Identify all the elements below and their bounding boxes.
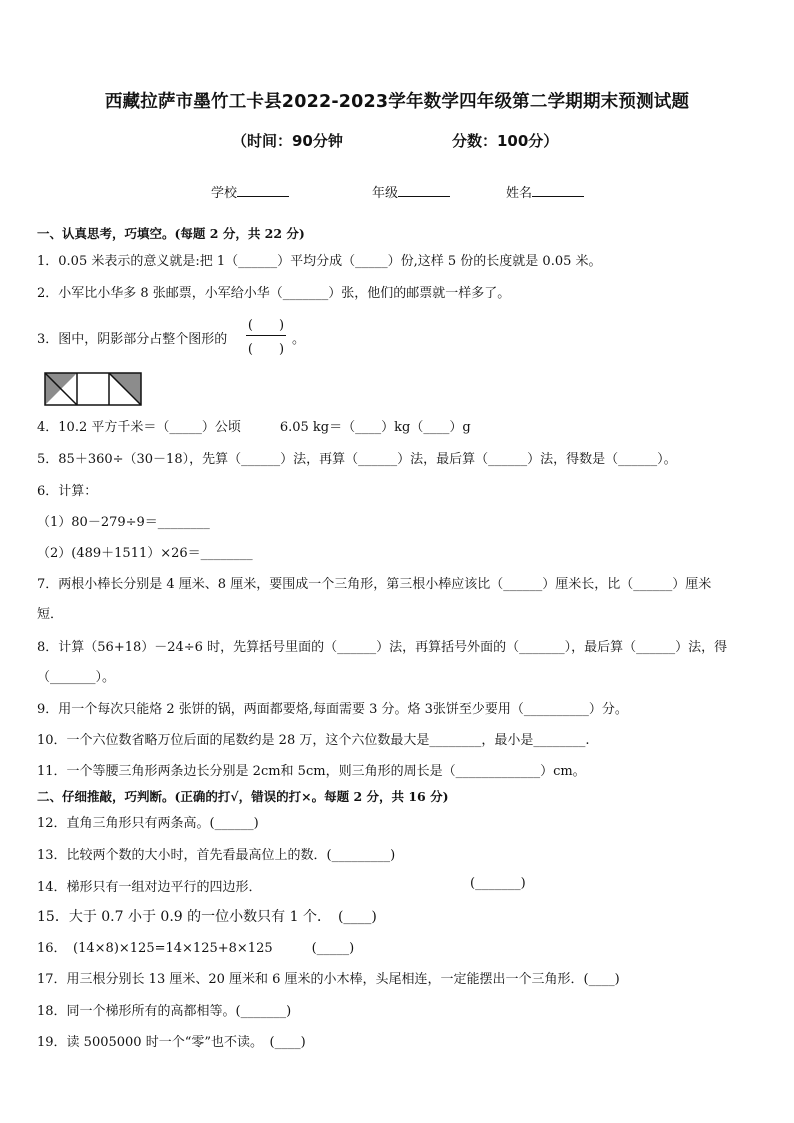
question-11: 11．一个等腰三角形两条边长分别是 2cm和 5cm，则三角形的周长是（_____________）cm。 (37, 764, 586, 779)
question-12: 12．直角三角形只有两条高。(______) (37, 816, 259, 831)
exam-title: 西藏拉萨市墨竹工卡县2022-2023学年数学四年级第二学期期末预测试题 (104, 92, 690, 112)
question-9: 9．用一个每次只能烙 2 张饼的锅，两面都要烙,每面需要 3 分。烙 3张饼至少要用（__________）分。 (37, 702, 628, 717)
school-label: 学校 (211, 186, 238, 201)
question-4: 4．10.2 平方千米＝（_____）公顷 6.05 kg＝（____）kg（____）g (37, 420, 471, 435)
question-6: 6．计算： (37, 484, 98, 499)
question-2: 2．小军比小华多 8 张邮票，小军给小华（_______）张，他们的邮票就一样多了。 (37, 286, 511, 301)
question-5: 5．85＋360÷（30－18），先算（______）法，再算（______）法，最后算（______）法，得数是（______）。 (37, 452, 677, 467)
shaded-shape-figure (44, 372, 144, 406)
question-18: 18．同一个梯形所有的高都相等。(_______) (37, 1004, 292, 1019)
section1-heading: 一、认真思考，巧填空。(每题 2 分，共 22 分) (37, 226, 305, 241)
section2-heading: 二、仔细推敲，巧判断。(正确的打√，错误的打×。每题 2 分，共 16 分) (37, 789, 449, 804)
grade-field (372, 182, 450, 201)
exam-time: （时间：90分钟 (232, 132, 343, 150)
name-label: 姓名 (506, 186, 533, 201)
question-10: 10．一个六位数省略万位后面的尾数约是 28 万，这个六位数最大是________，最小是________. (37, 733, 590, 748)
question-15: 15．大于 0.7 小于 0.9 的一位小数只有 1 个． (____) (37, 909, 377, 925)
question-8-line-2: （_______）。 (37, 670, 116, 685)
question-3: 3．图中，阴影部分占整个图形的 (37, 332, 228, 347)
fraction-numerator: ( ) (247, 318, 285, 333)
question-16: 16． (14×8)×125=14×125+8×125 (_____) (37, 941, 355, 956)
question-14: 14．梯形只有一组对边平行的四边形． (37, 880, 262, 895)
grade-label: 年级 (372, 186, 399, 201)
question-17: 17．用三根分别长 13 厘米、20 厘米和 6 厘米的小木棒，头尾相连，一定能摆出一个三角形．(____) (37, 972, 620, 987)
grade-blank[interactable] (398, 184, 450, 197)
question-13: 13．比较两个数的大小时，首先看最高位上的数．(_________) (37, 848, 396, 863)
fraction-denominator: ( ) (247, 342, 285, 357)
question-3-fraction[interactable] (242, 314, 290, 358)
name-field (506, 182, 584, 201)
question-14-blank[interactable]: (_______) (470, 876, 526, 891)
question-3-end: 。 (292, 332, 306, 347)
question-8-line-1: 8．计算（56+18）－24÷6 时，先算括号里面的（______）法，再算括号外面的（_______），最后算（______）法，得 (37, 640, 728, 655)
name-blank[interactable] (532, 184, 584, 197)
school-field (211, 182, 289, 201)
exam-score: 分数：100分） (452, 132, 559, 150)
question-6-part-1: （1）80－279÷9＝________ (37, 515, 210, 530)
question-6-part-2: （2）(489＋1511）×26＝________ (37, 546, 253, 561)
fraction-bar (246, 335, 286, 336)
question-19: 19．读 5005000 时一个“零”也不读。 (____) (37, 1035, 306, 1050)
question-1: 1．0.05 米表示的意义就是:把 1（______）平均分成（_____）份,这样 5 份的长度就是 0.05 米。 (37, 254, 602, 269)
school-blank[interactable] (237, 184, 289, 197)
question-7-line-1: 7．两根小棒长分别是 4 厘米、8 厘米，要围成一个三角形，第三根小棒应该比（______）厘米长，比（______）厘米 (37, 577, 712, 592)
question-7-line-2: 短． (37, 607, 64, 622)
